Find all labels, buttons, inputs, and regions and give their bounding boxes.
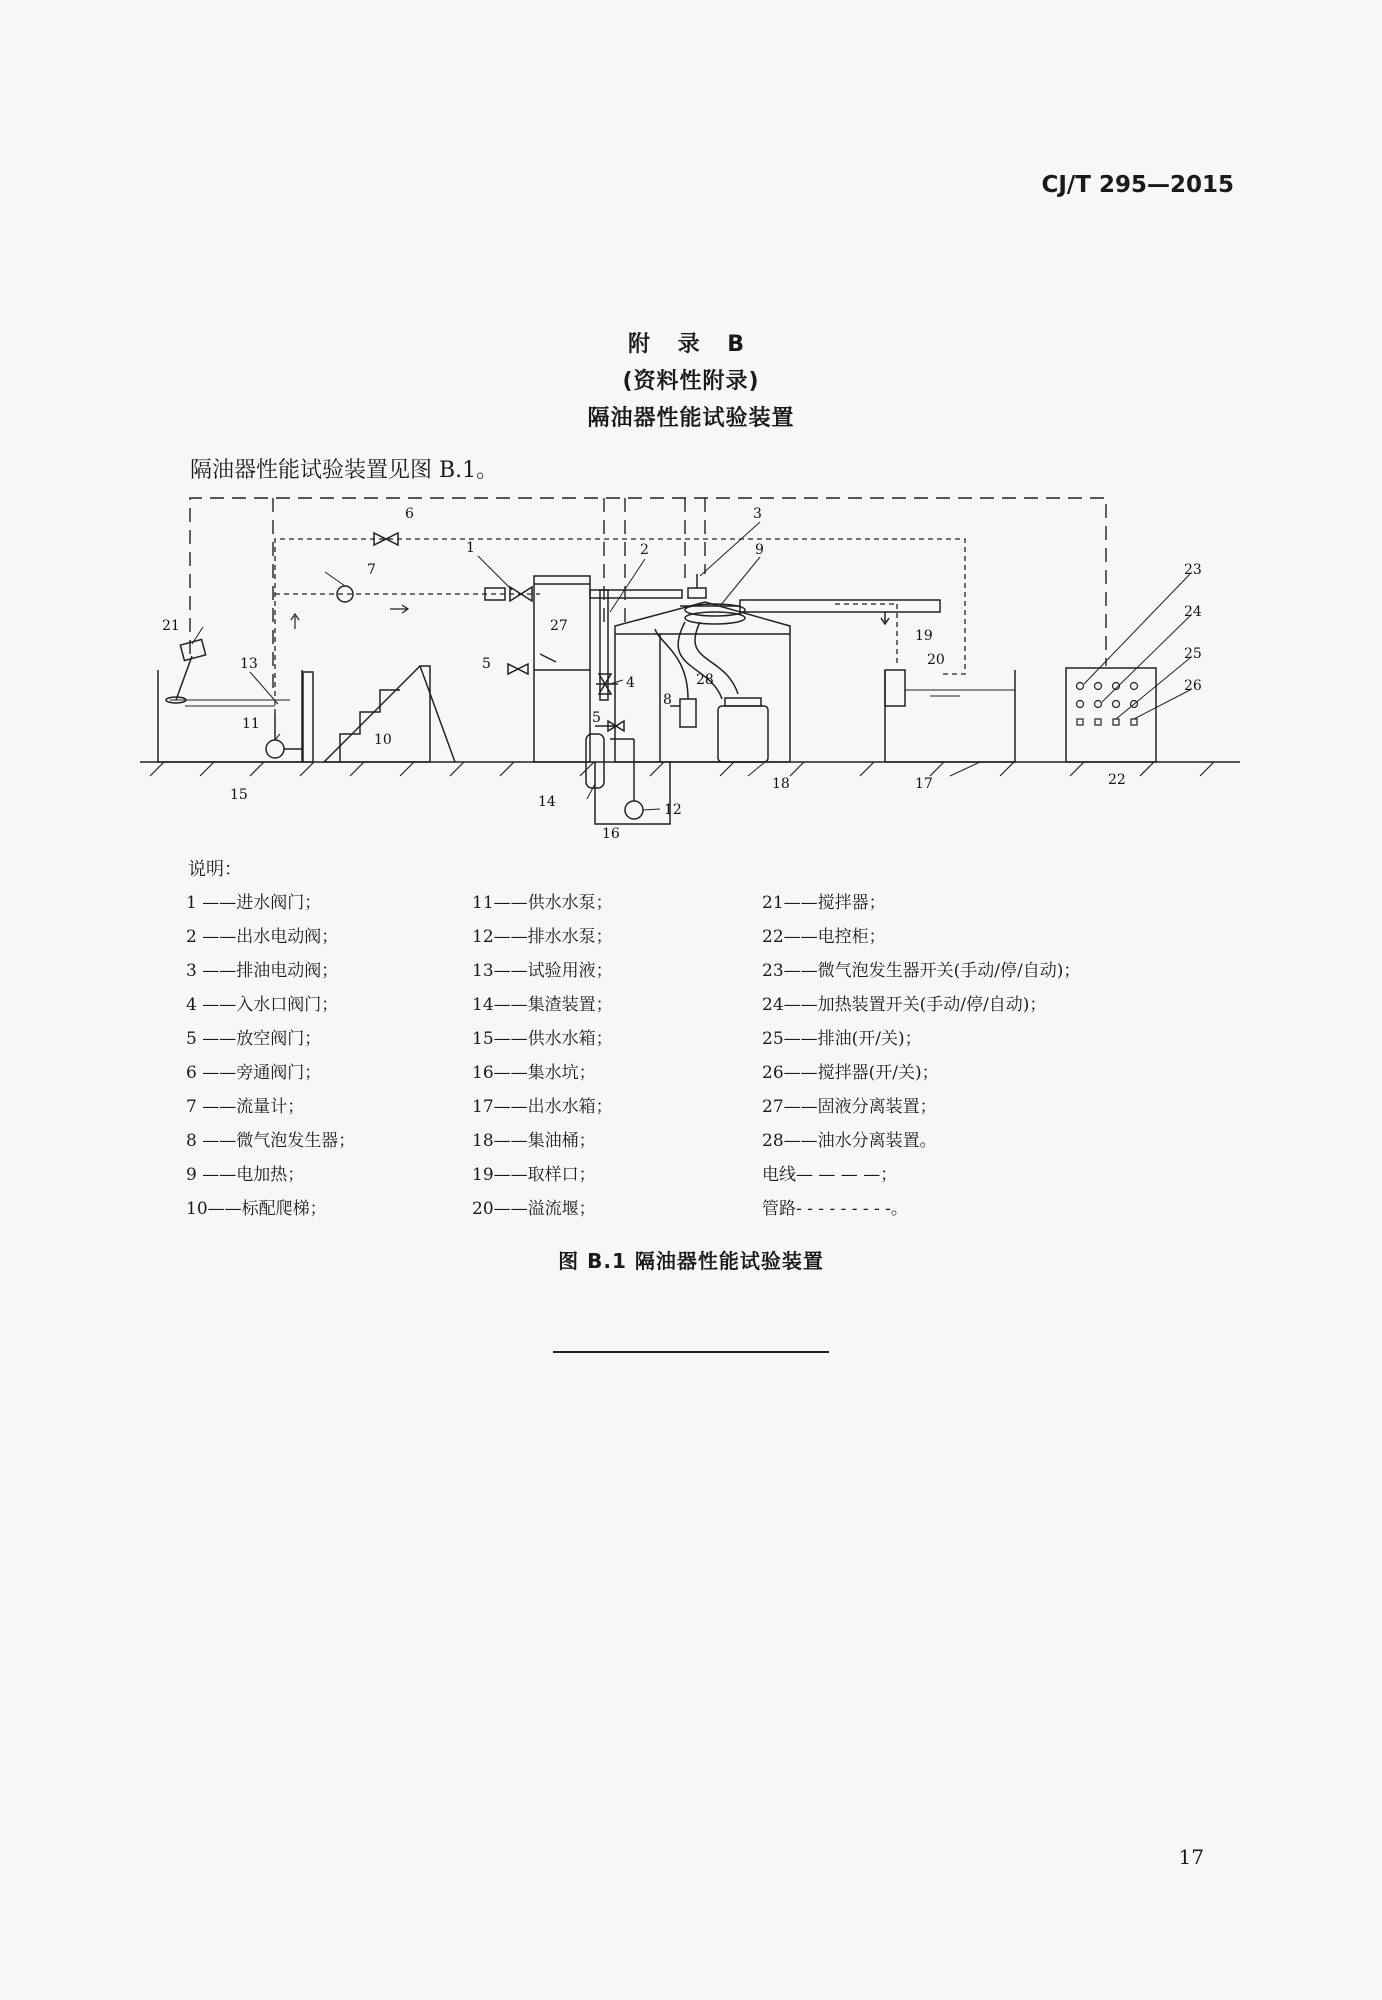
legend-item: 22——电控柜； (762, 927, 886, 947)
switch-microbubble-icon (1077, 683, 1084, 690)
legend-item: 28——油水分离装置。 (762, 1131, 937, 1151)
label-11: 11 (242, 716, 260, 732)
legend-item: 17——出水水箱； (472, 1097, 613, 1117)
legend-item: 13——试验用液； (472, 961, 613, 981)
label-26: 26 (1184, 678, 1202, 694)
legend-item: 14——集渣装置； (472, 995, 613, 1015)
legend-column-3 (762, 886, 1080, 1226)
supply-tank (158, 670, 302, 762)
legend-item: 24——加热装置开关(手动/停/自动)； (762, 995, 1047, 1015)
outlet-pipe (740, 600, 940, 612)
label-15: 15 (230, 787, 248, 803)
label-17: 17 (915, 776, 933, 792)
electric-lines (190, 498, 1106, 694)
label-23: 23 (1184, 562, 1202, 578)
label-7: 7 (367, 562, 376, 578)
solid-liquid-separator (534, 576, 590, 762)
label-13: 13 (240, 656, 258, 672)
legend-item: 21——搅拌器； (762, 893, 886, 913)
legend-item: 2 ——出水电动阀； (186, 927, 339, 947)
oil-bucket (718, 706, 768, 762)
appendix-type: (资料性附录) (622, 369, 760, 394)
legend-item: 16——集水坑； (472, 1063, 596, 1083)
legend-item: 12——排水水泵； (472, 927, 613, 947)
legend-item: 19——取样口； (472, 1165, 596, 1185)
drain-pump-icon (625, 801, 643, 819)
legend-item: 1 ——进水阀门； (186, 893, 322, 913)
microbubble-generator-icon (680, 699, 696, 727)
label-4: 4 (626, 675, 635, 691)
legend-item: 23——微气泡发生器开关(手动/停/自动)； (762, 961, 1081, 981)
legend-heading: 说明： (188, 859, 242, 880)
label-8: 8 (663, 692, 672, 708)
collection-pit (595, 762, 670, 824)
switch-oil-icon (1077, 719, 1083, 725)
legend-item: 11——供水水泵； (472, 893, 613, 913)
label-19: 19 (915, 628, 933, 644)
legend-item: 5 ——放空阀门； (186, 1029, 322, 1049)
label-5a: 5 (482, 656, 491, 672)
overflow-weir (885, 670, 905, 706)
legend-item: 7 ——流量计； (186, 1097, 305, 1117)
legend-item: 9 ——电加热； (186, 1165, 305, 1185)
end-rule (553, 1351, 829, 1353)
legend-column-1 (186, 886, 355, 1226)
legend-column-2 (472, 886, 613, 1226)
legend-item: 27——固液分离装置； (762, 1097, 937, 1117)
label-6: 6 (405, 506, 414, 522)
label-9: 9 (755, 542, 764, 558)
label-1: 1 (466, 540, 475, 556)
legend-item: 25——排油(开/关)； (762, 1029, 922, 1049)
legend-item: 20——溢流堰； (472, 1199, 596, 1219)
appendix-name: 隔油器性能试验装置 (587, 406, 795, 431)
oil-drain-valve-icon (688, 588, 706, 598)
label-2: 2 (640, 542, 649, 558)
label-5b: 5 (592, 710, 601, 726)
switch-heater-icon (1077, 701, 1084, 708)
label-20: 20 (927, 652, 945, 668)
switch-mixer-icon (1131, 719, 1137, 725)
legend-item: 4 ——入水口阀门； (186, 995, 339, 1015)
label-10: 10 (374, 732, 392, 748)
label-3: 3 (753, 506, 762, 522)
standard-code: CJ/T 295—2015 (1041, 172, 1234, 198)
label-27: 27 (550, 618, 568, 634)
legend-electric-line: 电线— — — —； (762, 1165, 898, 1185)
legend-item: 15——供水水箱； (472, 1029, 613, 1049)
label-21: 21 (162, 618, 180, 634)
label-24: 24 (1184, 604, 1202, 620)
page-number: 17 (1178, 1845, 1204, 1869)
label-28: 28 (696, 672, 714, 688)
label-25: 25 (1184, 646, 1202, 662)
legend-item: 18——集油桶； (472, 1131, 596, 1151)
ground-hatch (150, 762, 1214, 776)
legend-item: 6 ——旁通阀门； (186, 1063, 322, 1083)
legend-item: 8 ——微气泡发生器； (186, 1131, 356, 1151)
label-14: 14 (538, 794, 556, 810)
label-12: 12 (664, 802, 682, 818)
supply-pump-icon (266, 740, 284, 758)
label-16: 16 (602, 826, 620, 842)
legend-pipe-line: 管路- - - - - - - - -。 (762, 1199, 908, 1219)
label-18: 18 (772, 776, 790, 792)
pipe-lines (275, 539, 965, 714)
label-22: 22 (1108, 772, 1126, 788)
test-apparatus-diagram (140, 494, 1250, 846)
legend-item: 3 ——排油电动阀； (186, 961, 339, 981)
appendix-title: 附 录 B (627, 332, 755, 357)
figure-caption: 图 B.1 隔油器性能试验装置 (558, 1249, 824, 1273)
legend-item: 26——搅拌器(开/关)； (762, 1063, 939, 1083)
legend-item: 10——标配爬梯； (186, 1199, 327, 1219)
intro-paragraph: 隔油器性能试验装置见图 B.1。 (190, 458, 499, 483)
